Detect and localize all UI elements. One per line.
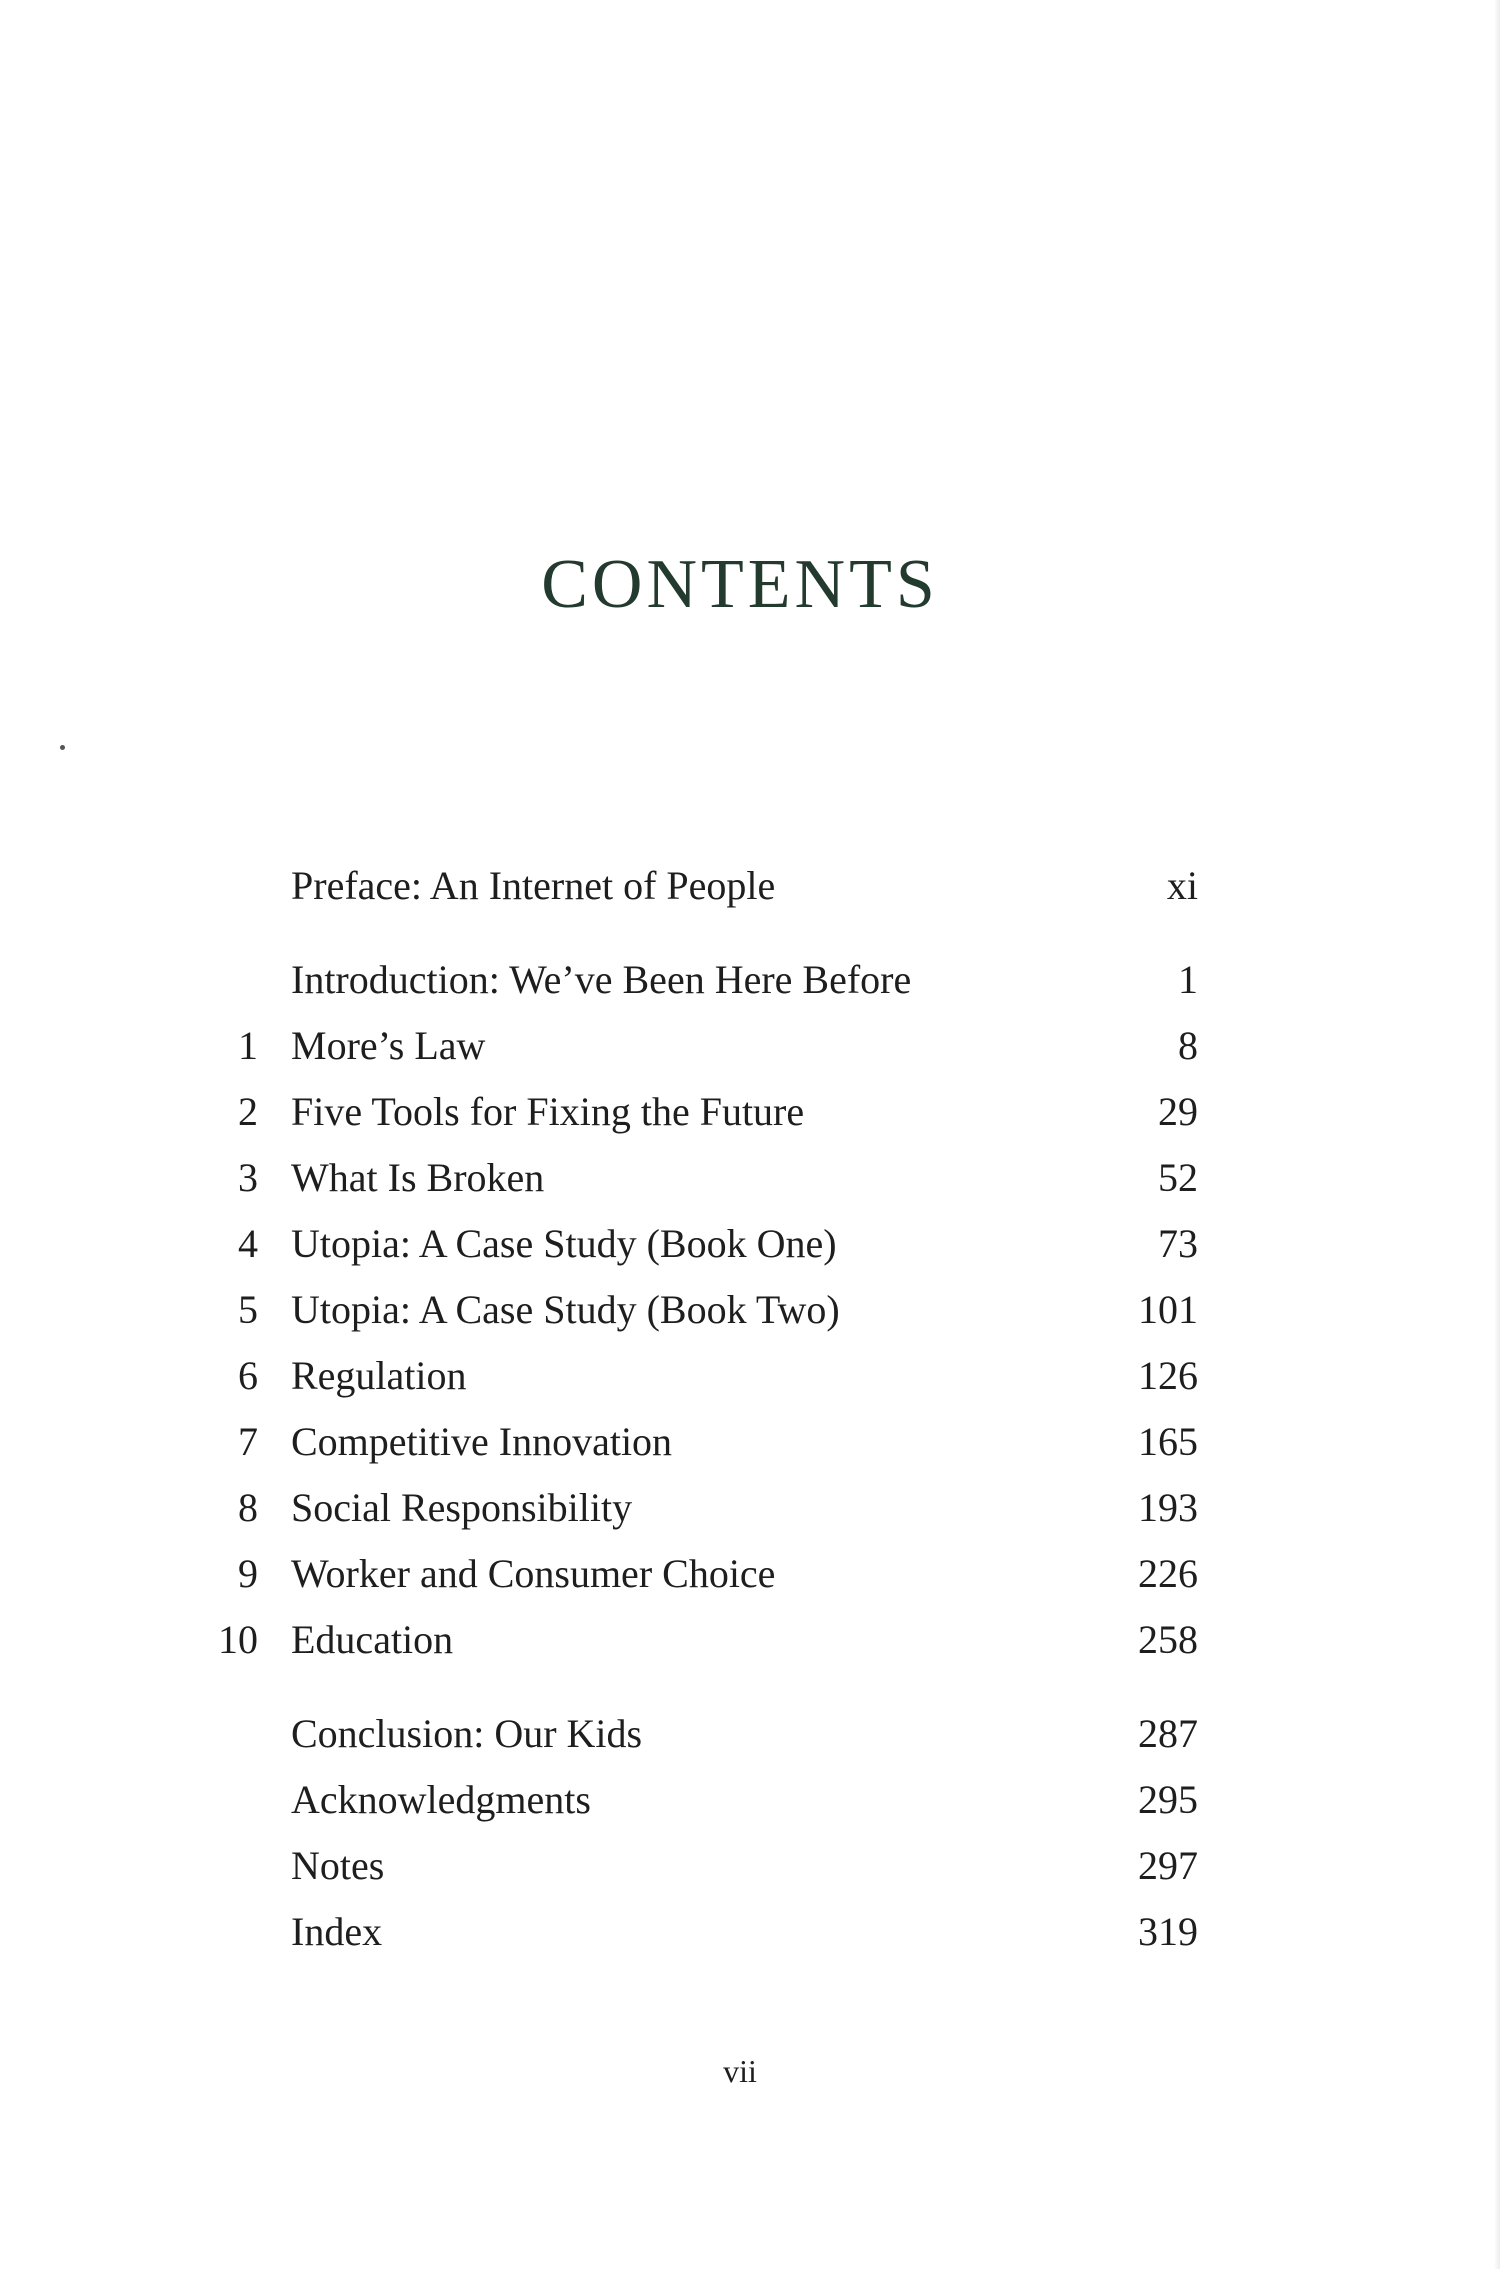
toc-entry-chapter-7[interactable] [0, 1414, 1500, 1470]
page-number: 226 [1138, 1551, 1198, 1596]
entry-title: Worker and Consumer Choice [291, 1551, 776, 1596]
page-title: CONTENTS [541, 546, 939, 623]
chapter-number: 6 [238, 1353, 258, 1398]
toc-entry-chapter-3[interactable] [0, 1150, 1500, 1206]
entry-title: Conclusion: Our Kids [291, 1711, 643, 1756]
page-number: 8 [1178, 1023, 1198, 1068]
entry-title: Utopia: A Case Study (Book Two) [291, 1287, 840, 1332]
entry-title: What Is Broken [291, 1155, 545, 1200]
chapter-number: 4 [238, 1221, 258, 1266]
entry-title: Regulation [291, 1353, 467, 1398]
page-number: 193 [1138, 1485, 1198, 1530]
toc-entry-chapter-4[interactable] [0, 1216, 1500, 1272]
page-number: 29 [1158, 1089, 1198, 1134]
entry-title: Five Tools for Fixing the Future [291, 1089, 805, 1134]
toc-entry-chapter-6[interactable] [0, 1348, 1500, 1404]
chapter-number: 5 [238, 1287, 258, 1332]
page-number: xi [1166, 863, 1198, 908]
page-number: 165 [1138, 1419, 1198, 1464]
page-number: 287 [1138, 1711, 1198, 1756]
chapter-number: 1 [238, 1023, 258, 1068]
chapter-number: 2 [238, 1089, 258, 1134]
page-folio: vii [723, 2053, 757, 2089]
entry-title: Preface: An Internet of People [291, 863, 776, 908]
toc-entry-notes[interactable] [0, 1838, 1500, 1894]
toc-entry-chapter-2[interactable] [0, 1084, 1500, 1140]
page-number: 101 [1138, 1287, 1198, 1332]
page-number: 126 [1138, 1353, 1198, 1398]
toc-entry-chapter-8[interactable] [0, 1480, 1500, 1536]
entry-title: Education [291, 1617, 454, 1662]
entry-title: Competitive Innovation [291, 1419, 673, 1464]
page-number: 297 [1138, 1843, 1198, 1888]
chapter-number: 3 [238, 1155, 258, 1200]
page-number: 1 [1178, 957, 1198, 1002]
toc-entry-chapter-10[interactable] [0, 1612, 1500, 1668]
entry-title: Introduction: We’ve Been Here Before [291, 957, 912, 1002]
entry-title: Index [291, 1909, 383, 1954]
toc-entry-preface[interactable] [0, 858, 1500, 914]
page-number: 52 [1158, 1155, 1198, 1200]
entry-title: More’s Law [291, 1023, 486, 1068]
toc-entry-conclusion[interactable] [0, 1706, 1500, 1762]
toc-entry-chapter-5[interactable] [0, 1282, 1500, 1338]
chapter-number: 8 [238, 1485, 258, 1530]
toc-entry-acknowledgments[interactable] [0, 1772, 1500, 1828]
page-number: 258 [1138, 1617, 1198, 1662]
entry-title: Social Responsibility [291, 1485, 633, 1530]
chapter-number: 9 [238, 1551, 258, 1596]
toc-entry-chapter-9[interactable] [0, 1546, 1500, 1602]
scan-speck [60, 745, 65, 750]
page-number: 319 [1138, 1909, 1198, 1954]
page-number: 73 [1158, 1221, 1198, 1266]
toc-entry-index[interactable] [0, 1904, 1500, 1960]
page-number: 295 [1138, 1777, 1198, 1822]
entry-title: Notes [291, 1843, 385, 1888]
chapter-number: 7 [238, 1419, 258, 1464]
entry-title: Acknowledgments [291, 1777, 591, 1822]
entry-title: Utopia: A Case Study (Book One) [291, 1221, 837, 1266]
chapter-number: 10 [218, 1617, 258, 1662]
toc-entry-chapter-1[interactable] [0, 1018, 1500, 1074]
toc-entry-introduction[interactable] [0, 952, 1500, 1008]
